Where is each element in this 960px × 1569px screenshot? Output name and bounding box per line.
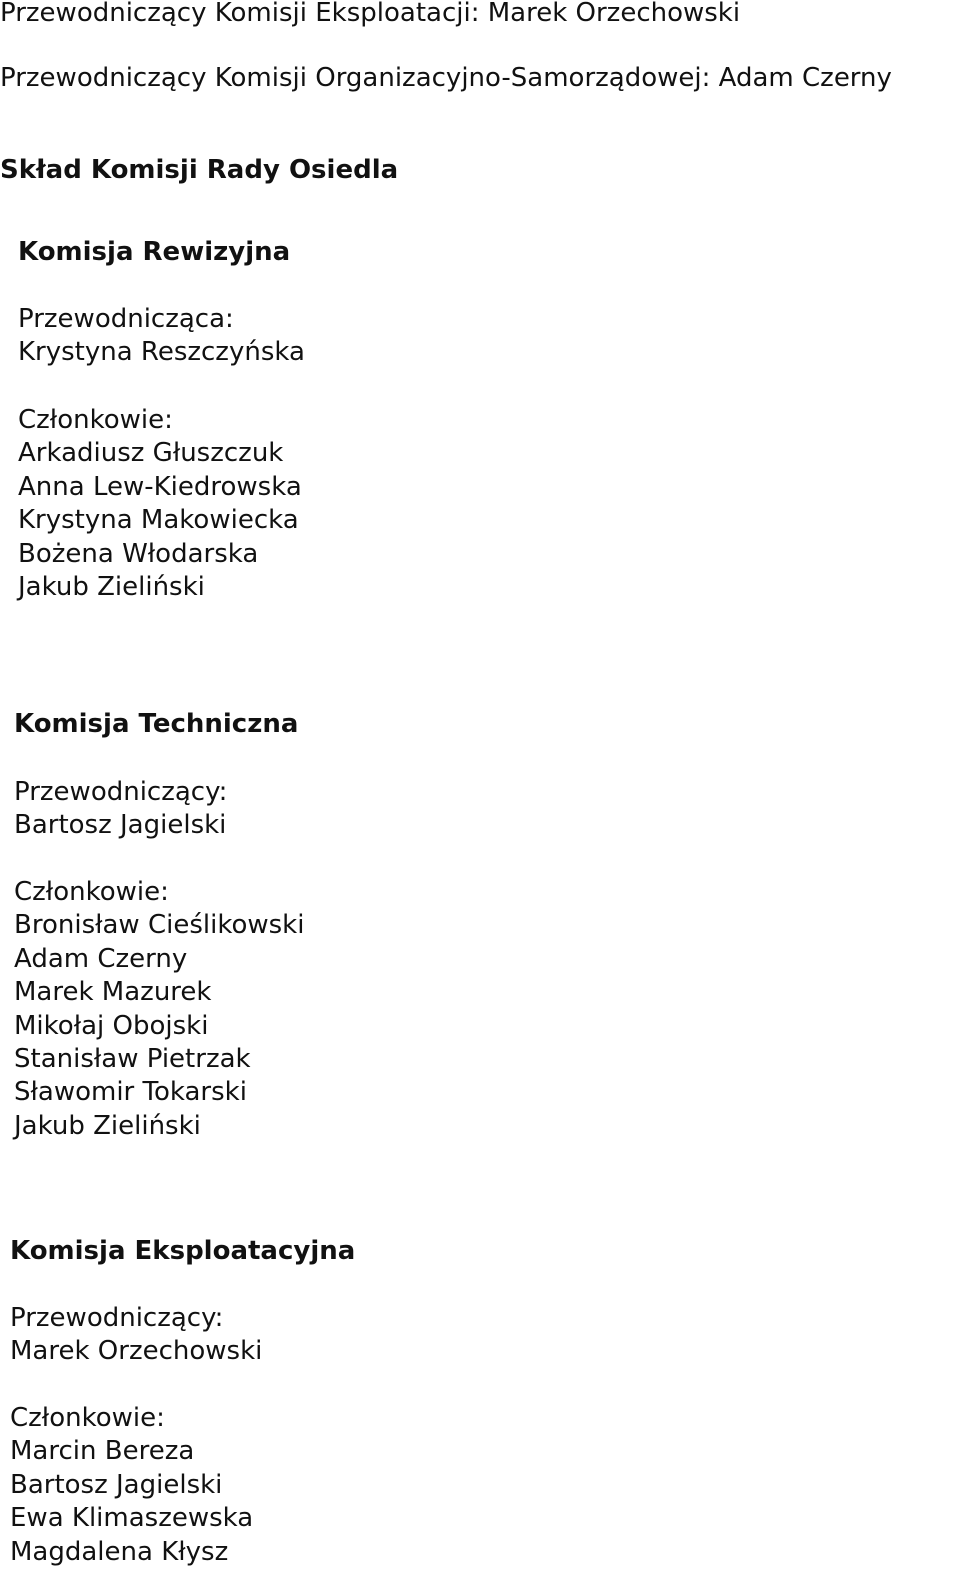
chair-label: Przewodniczący:	[10, 1303, 224, 1333]
member-name: Sławomir Tokarski	[14, 1077, 247, 1108]
member-name: Mikołaj Obojski	[14, 1010, 209, 1041]
members-block	[10, 1402, 253, 1569]
chair-name: Krystyna Reszczyńska	[18, 337, 305, 368]
header-line-chair-organization: Przewodniczący Komisji Organizacyjno-Samorządowej: Adam Czerny	[0, 63, 892, 93]
member-name: Bożena Włodarska	[18, 538, 259, 569]
member-name: Ewa Klimaszewska	[10, 1503, 254, 1534]
chair-label: Przewodnicząca:	[18, 304, 234, 334]
committee-title: Komisja Eksploatacyjna	[10, 1236, 356, 1266]
chair-block	[10, 1302, 262, 1369]
members-label: Członkowie:	[18, 405, 173, 435]
member-name: Marek Mazurek	[14, 977, 212, 1008]
chair-block	[14, 776, 227, 843]
member-name: Stanisław Pietrzak	[14, 1043, 251, 1074]
member-name: Bronisław Cieślikowski	[14, 910, 305, 941]
member-name: Arkadiusz Głuszczuk	[18, 438, 284, 469]
member-name: Marcin Bereza	[10, 1436, 195, 1467]
members-block	[18, 404, 302, 604]
page-title: Skład Komisji Rady Osiedla	[0, 155, 399, 185]
member-name: Adam Czerny	[14, 943, 188, 974]
member-name: Krystyna Makowiecka	[18, 505, 299, 536]
member-name: Jakub Zieliński	[14, 1110, 201, 1141]
committee-title: Komisja Techniczna	[14, 709, 299, 739]
chair-block	[18, 303, 305, 370]
member-name: Magdalena Kłysz	[10, 1536, 229, 1567]
members-label: Członkowie:	[10, 1403, 165, 1433]
chair-name: Bartosz Jagielski	[14, 810, 227, 841]
committee-title: Komisja Rewizyjna	[18, 237, 291, 267]
member-name: Bartosz Jagielski	[10, 1469, 223, 1500]
member-name: Jakub Zieliński	[18, 571, 205, 602]
member-name: Anna Lew-Kiedrowska	[18, 471, 302, 502]
chair-label: Przewodniczący:	[14, 777, 228, 807]
chair-name: Marek Orzechowski	[10, 1336, 263, 1367]
header-line-chair-exploitation: Przewodniczący Komisji Eksploatacji: Marek Orzechowski	[0, 0, 741, 28]
members-label: Członkowie:	[14, 877, 169, 907]
members-block	[14, 876, 304, 1143]
